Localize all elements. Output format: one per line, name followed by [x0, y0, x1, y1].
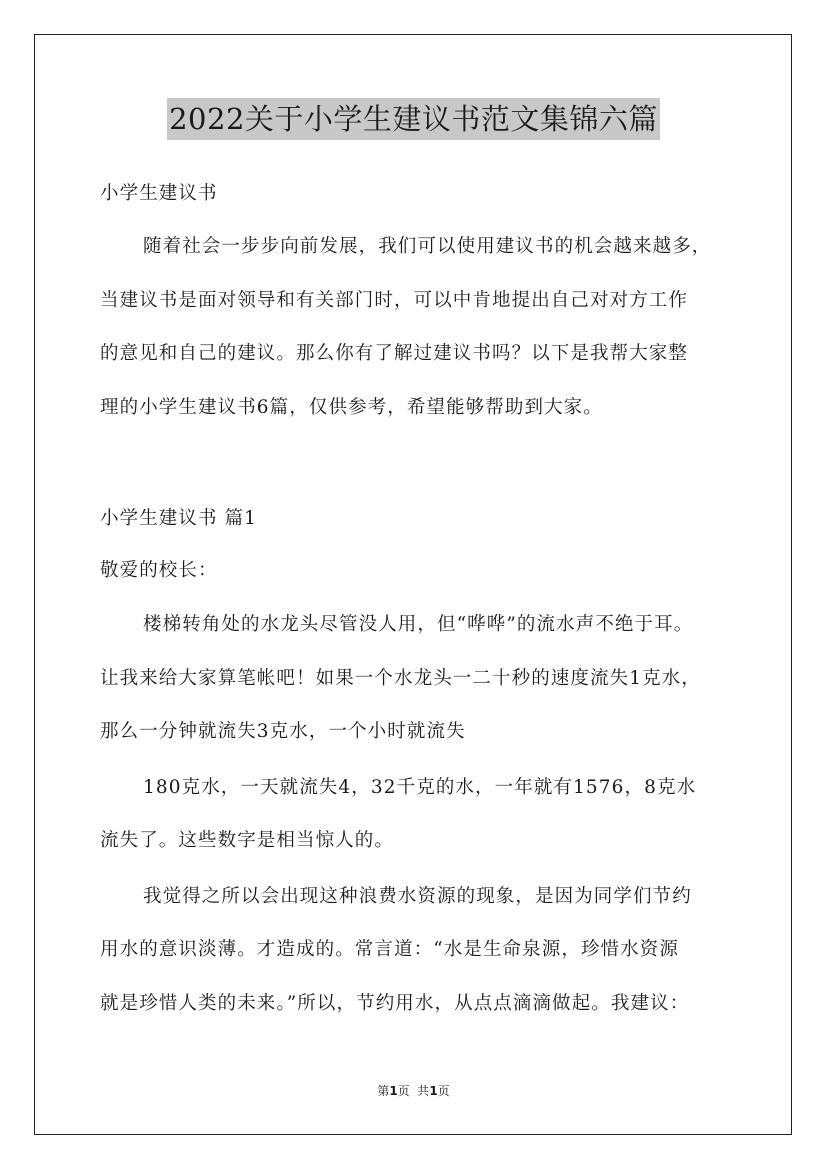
paragraph-line: 我觉得之所以会出现这种浪费水资源的现象，是因为同学们节约 — [143, 886, 692, 907]
section-heading: 小学生建议书 — [100, 183, 218, 204]
paragraph-line: 180克水，一天就流失4，32千克的水，一年就有1576，8克水 — [143, 777, 697, 798]
document-title: 2022关于小学生建议书范文集锦六篇 — [167, 98, 660, 140]
footer-page-current: 1 — [389, 1084, 398, 1098]
salutation: 敬爱的校长： — [100, 560, 218, 581]
paragraph-line: 流失了。这些数字是相当惊人的。 — [100, 830, 395, 851]
footer-suffix: 页 — [437, 1084, 450, 1098]
paragraph-line: 当建议书是面对领导和有关部门时，可以中肯地提出自己对对方工作 — [100, 290, 689, 311]
paragraph-line: 那么一分钟就流失3克水，一个小时就流失 — [100, 721, 466, 742]
footer-prefix: 第 — [377, 1084, 390, 1098]
paragraph-line: 随着社会一步步向前发展，我们可以使用建议书的机会越来越多， — [143, 236, 712, 257]
page-footer — [0, 1082, 827, 1099]
paragraph-line: 让我来给大家算笔帐吧！如果一个水龙头一二十秒的速度流失1克水， — [100, 668, 701, 689]
section-heading: 小学生建议书 篇1 — [100, 508, 258, 529]
paragraph-line: 就是珍惜人类的未来。”所以，节约用水，从点点滴滴做起。我建议： — [100, 993, 690, 1014]
title-container — [0, 98, 827, 140]
footer-middle: 页 共 — [397, 1084, 430, 1098]
paragraph-line: 理的小学生建议书6篇，仅供参考，希望能够帮助到大家。 — [100, 397, 603, 418]
paragraph-line: 用水的意识淡薄。才造成的。常言道：“水是生命泉源，珍惜水资源 — [100, 939, 679, 960]
footer-page-total: 1 — [429, 1084, 438, 1098]
paragraph-line: 的意见和自己的建议。那么你有了解过建议书吗？以下是我帮大家整 — [100, 343, 689, 364]
paragraph-line: 楼梯转角处的水龙头尽管没人用，但“哗哗”的流水声不绝于耳。 — [143, 614, 694, 635]
